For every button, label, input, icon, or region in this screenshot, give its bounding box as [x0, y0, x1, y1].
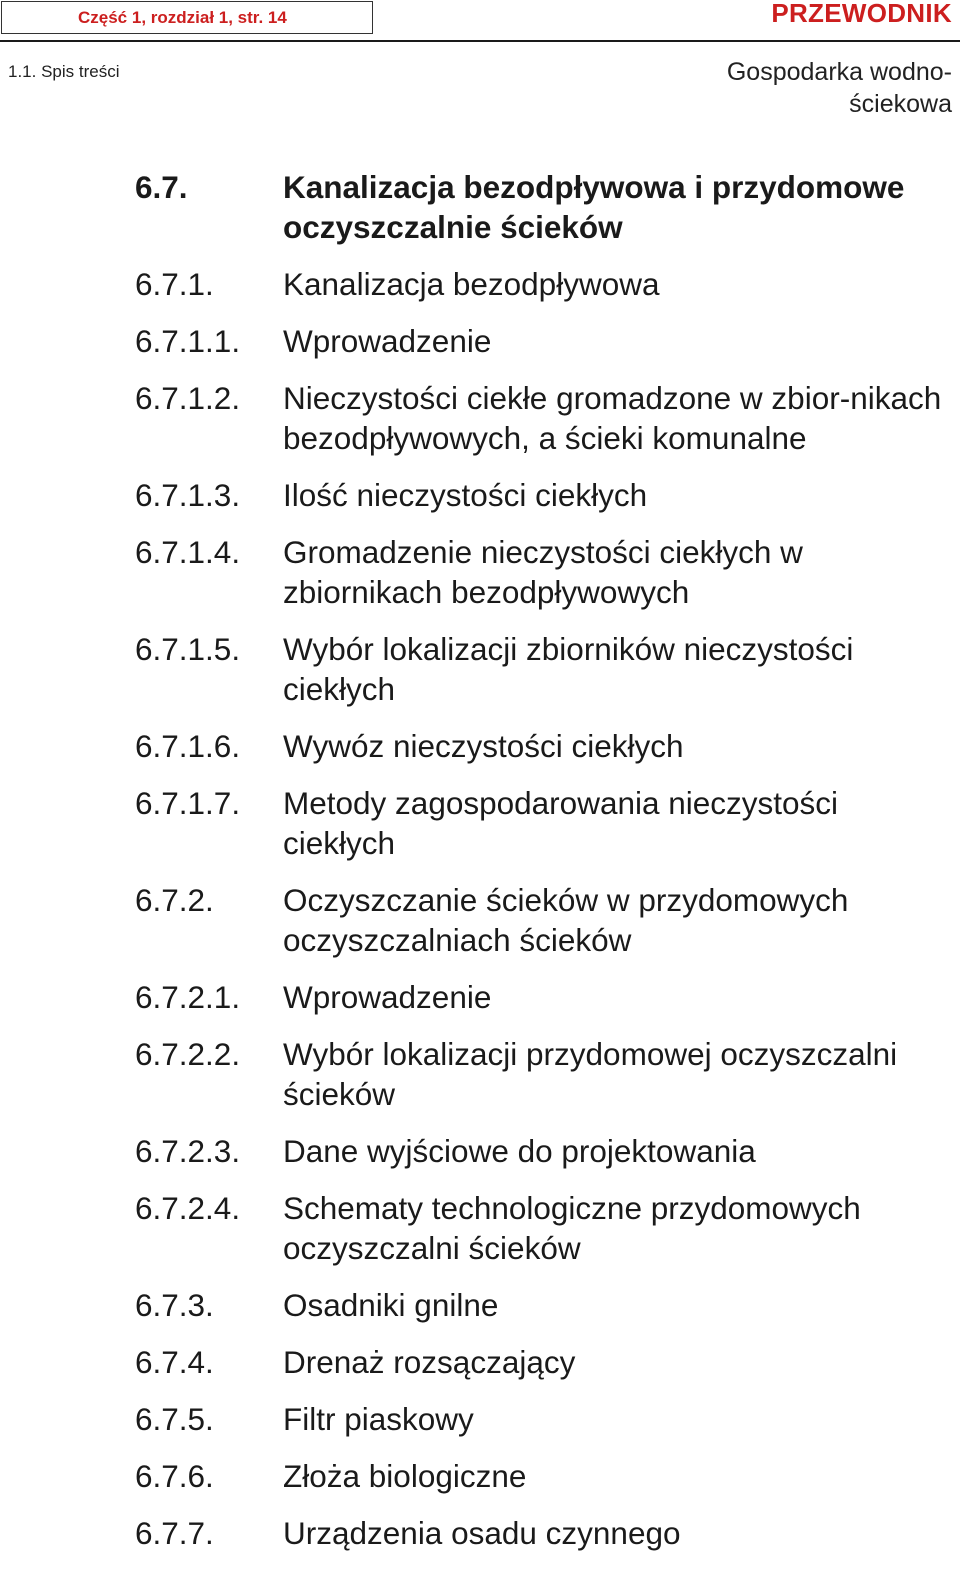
toc-entry: [135, 475, 960, 515]
toc-entry: [135, 1034, 960, 1114]
toc-entry-title: Filtr piaskowy: [283, 1401, 474, 1437]
toc-entry: [135, 1513, 960, 1553]
toc-entry-number: 6.7.7.: [135, 1515, 214, 1551]
toc-entry-title: Wprowadzenie: [283, 979, 492, 1015]
toc-entry-number: 6.7.1.1.: [135, 323, 241, 359]
table-of-contents: [135, 167, 960, 1570]
toc-entry-number: 6.7.: [135, 169, 188, 205]
toc-entry: [135, 532, 960, 612]
toc-entry-title: Metody zagospodarowania nieczystości ciekłych: [283, 785, 839, 861]
toc-entry-title: Osadniki gnilne: [283, 1287, 499, 1323]
toc-entry: [135, 783, 960, 863]
toc-entry-number: 6.7.4.: [135, 1344, 214, 1380]
toc-entry: [135, 1342, 960, 1382]
guide-title: PRZEWODNIK: [771, 0, 952, 28]
toc-entry-title: Oczyszczanie ścieków w przydomowych oczyszczalniach ścieków: [283, 882, 849, 958]
subject-title: Gospodarka wodno-ściekowa: [726, 58, 952, 118]
toc-entry-title: Dane wyjściowe do projektowania: [283, 1133, 756, 1169]
toc-entry-title: Wybór lokalizacji zbiorników nieczystości ciekłych: [283, 631, 854, 707]
toc-entry: [135, 977, 960, 1017]
toc-entry: [135, 726, 960, 766]
toc-entry-number: 6.7.2.1.: [135, 979, 241, 1015]
toc-entry-title: Złoża biologiczne: [283, 1458, 527, 1494]
toc-entry-number: 6.7.5.: [135, 1401, 214, 1437]
toc-entry-title: Kanalizacja bezodpływowa: [283, 266, 660, 302]
toc-entry-title: Urządzenia osadu czynnego: [283, 1515, 681, 1551]
toc-entry-title: Wybór lokalizacji przydomowej oczyszczalni ścieków: [283, 1036, 898, 1112]
toc-entry: [135, 321, 960, 361]
toc-entry: [135, 1131, 960, 1171]
header-divider: [0, 40, 960, 42]
toc-entry-number: 6.7.1.6.: [135, 728, 241, 764]
toc-entry-number: 6.7.1.4.: [135, 534, 241, 570]
page-location-box: [1, 1, 373, 34]
page-location: Część 1, rozdział 1, str. 14: [78, 8, 287, 27]
toc-entry-title: Ilość nieczystości ciekłych: [283, 477, 648, 513]
toc-entry-title: Wprowadzenie: [283, 323, 492, 359]
toc-entry-title: Kanalizacja bezodpływowa i przydomowe oczyszczalnie ścieków: [283, 169, 905, 245]
toc-entry-number: 6.7.1.2.: [135, 380, 241, 416]
toc-entry-number: 6.7.2.2.: [135, 1036, 241, 1072]
toc-entry-title: Wywóz nieczystości ciekłych: [283, 728, 684, 764]
toc-entry-number: 6.7.3.: [135, 1287, 214, 1323]
toc-entry-number: 6.7.2.: [135, 882, 214, 918]
toc-entry: [135, 1188, 960, 1268]
toc-entry-number: 6.7.1.: [135, 266, 214, 302]
section-label: 1.1. Spis treści: [8, 62, 120, 81]
toc-entry-number: 6.7.1.7.: [135, 785, 241, 821]
toc-entry-title: Drenaż rozsączający: [283, 1344, 576, 1380]
toc-entry-title: Schematy technologiczne przydomowych oczyszczalni ścieków: [283, 1190, 861, 1266]
toc-entry: [135, 378, 960, 458]
toc-entry-number: 6.7.6.: [135, 1458, 214, 1494]
toc-entry-title: Nieczystości ciekłe gromadzone w zbior-nikach bezodpływowych, a ścieki komunalne: [283, 380, 942, 456]
toc-entry-number: 6.7.2.3.: [135, 1133, 241, 1169]
toc-entry: [135, 1285, 960, 1325]
toc-entry-number: 6.7.2.4.: [135, 1190, 241, 1226]
toc-entry-number: 6.7.1.5.: [135, 631, 241, 667]
toc-chapter-entry: [135, 167, 960, 247]
toc-entry: [135, 880, 960, 960]
toc-entry: [135, 1456, 960, 1496]
toc-entry: [135, 1399, 960, 1439]
toc-entry: [135, 264, 960, 304]
toc-entry: [135, 629, 960, 709]
toc-entry-title: Gromadzenie nieczystości ciekłych w zbiornikach bezodpływowych: [283, 534, 803, 610]
toc-entry-number: 6.7.1.3.: [135, 477, 241, 513]
